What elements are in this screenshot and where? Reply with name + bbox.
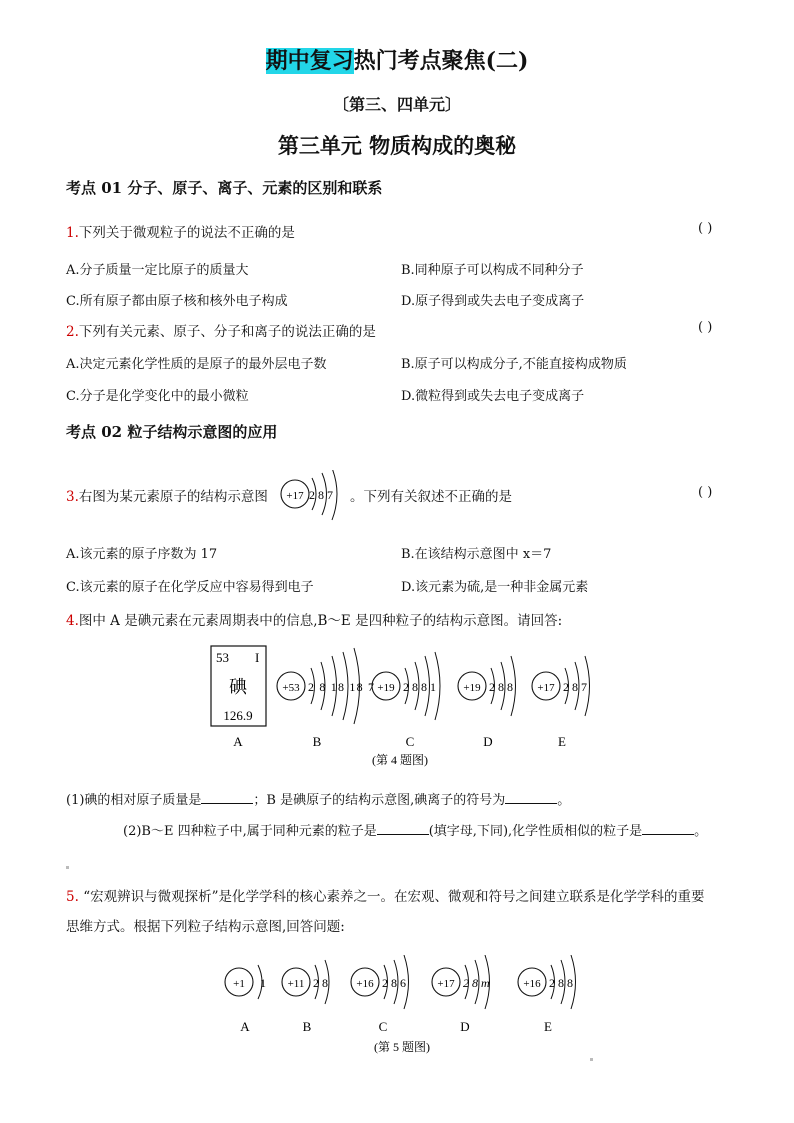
question-4-part-1 xyxy=(66,789,570,808)
question-3-tail: 。下列有关叙述不正确的是 xyxy=(350,489,512,505)
question-5-line-2: 思维方式。根据下列粒子结构示意图,回答问题: xyxy=(66,919,345,935)
nucleus-charge: +17 xyxy=(437,978,455,990)
figure-label-a: A xyxy=(233,734,243,749)
option-b: B.同种原子可以构成不同种分子 xyxy=(401,263,584,278)
shell-electrons: 2 8 xyxy=(313,976,328,990)
part-text: (2)B～E 四种粒子中,属于同种元素的粒子是 xyxy=(123,824,377,839)
nucleus-charge: +16 xyxy=(523,978,541,990)
shell-electrons: 1 xyxy=(260,976,266,990)
question-5-figure xyxy=(215,955,595,1060)
nucleus-charge: +17 xyxy=(537,682,555,694)
question-2 xyxy=(66,320,376,340)
answer-bracket: ( ) xyxy=(698,485,713,500)
element-name: 碘 xyxy=(229,677,247,697)
question-text: 下列有关元素、原子、分子和离子的说法正确的是 xyxy=(78,324,376,340)
title-rest: 热门考点聚焦(二) xyxy=(353,48,529,74)
part-text: (填字母,下同),化学性质相似的粒子是 xyxy=(428,824,643,839)
shell-electrons: 2 8 6 xyxy=(382,976,406,990)
figure-label-c: C xyxy=(378,1019,388,1034)
answer-blank[interactable] xyxy=(377,822,429,835)
nucleus-charge: +11 xyxy=(287,978,305,990)
shell-electrons: 2 8 7 xyxy=(563,680,587,694)
scan-speck xyxy=(590,1058,593,1061)
part-text: ；B 是碘原子的结构示意图,碘离子的符号为 xyxy=(253,793,506,808)
question-4 xyxy=(66,609,562,629)
answer-blank[interactable] xyxy=(642,822,694,835)
figure-label-c: C xyxy=(405,734,415,749)
question-text: 图中 A 是碘元素在元素周期表中的信息,B～E 是四种粒子的结构示意图。请回答: xyxy=(78,613,563,629)
shell-electrons: 2 8 8 xyxy=(549,976,573,990)
figure-label-d: D xyxy=(460,1019,470,1034)
option-c: C.所有原子都由原子核和核外电子构成 xyxy=(66,294,288,309)
answer-bracket: ( ) xyxy=(698,320,713,335)
option-a: A.分子质量一定比原子的质量大 xyxy=(66,263,249,278)
question-text: 下列关于微观粒子的说法不正确的是 xyxy=(78,225,295,241)
figure-label-a: A xyxy=(240,1019,250,1034)
figure-label-b: B xyxy=(302,1019,312,1034)
title-highlight: 期中复习 xyxy=(265,48,354,74)
question-4-figure xyxy=(200,640,620,770)
nucleus-charge: +1 xyxy=(233,978,245,990)
question-text: “宏观辨识与微观探析”是化学学科的核心素养之一。在宏观、微观和符号之间建立联系是化学学科的重要 xyxy=(83,889,705,905)
page-subtitle: 〔第三、四单元〕 xyxy=(332,95,461,114)
option-c: C.分子是化学变化中的最小微粒 xyxy=(66,389,249,404)
option-a: A.决定元素化学性质的是原子的最外层电子数 xyxy=(66,357,327,372)
question-3 xyxy=(66,485,268,505)
option-a: A.该元素的原子序数为 17 xyxy=(66,547,218,562)
question-number: 4. xyxy=(66,613,79,629)
part-text: (1)碘的相对原子质量是 xyxy=(66,793,202,808)
option-b: B.在该结构示意图中 x＝7 xyxy=(401,547,552,562)
element-number: 53 xyxy=(216,650,229,665)
element-mass: 126.9 xyxy=(223,708,253,723)
figure-label-e: E xyxy=(558,734,566,749)
unit-heading: 第三单元 物质构成的奥秘 xyxy=(277,133,517,158)
option-b: B.原子可以构成分子,不能直接构成物质 xyxy=(401,357,627,372)
question-number: 5. xyxy=(66,889,79,905)
question-4-part-2 xyxy=(123,820,707,839)
answer-blank[interactable] xyxy=(201,791,253,804)
option-c: C.该元素的原子在化学反应中容易得到电子 xyxy=(66,580,314,595)
answer-blank[interactable] xyxy=(505,791,557,804)
nucleus-charge: +53 xyxy=(282,682,300,694)
nucleus-charge: +19 xyxy=(463,682,481,694)
section-heading-2: 考点 02 粒子结构示意图的应用 xyxy=(66,423,278,441)
part-text: 。 xyxy=(557,793,571,808)
shell-electrons: 2 8 18 18 7 xyxy=(308,680,374,694)
question-number: 3. xyxy=(66,489,79,505)
scan-speck xyxy=(66,866,69,869)
option-d: D.微粒得到或失去电子变成离子 xyxy=(401,389,585,404)
shell-electrons: 2 8 8 xyxy=(489,680,513,694)
figure-caption: (第 4 题图) xyxy=(372,753,428,767)
option-d: D.该元素为硫,是一种非金属元素 xyxy=(401,580,589,595)
part-text: 。 xyxy=(694,824,708,839)
nucleus-charge: +17 xyxy=(286,490,304,502)
figure-label-d: D xyxy=(483,734,493,749)
element-symbol: I xyxy=(255,650,260,665)
answer-bracket: ( ) xyxy=(698,221,713,236)
question-number: 2. xyxy=(66,324,79,340)
atom-diagram-q3 xyxy=(278,470,358,526)
figure-caption: (第 5 题图) xyxy=(374,1040,430,1054)
question-number: 1. xyxy=(66,225,79,241)
question-text-before: 右图为某元素原子的结构示意图 xyxy=(78,489,268,505)
section-heading-1: 考点 01 分子、原子、离子、元素的区别和联系 xyxy=(66,179,383,197)
shell-electrons: 2 8 7 xyxy=(309,488,333,502)
shell-electrons: 2 8 8 1 xyxy=(403,680,436,694)
question-1 xyxy=(66,221,295,241)
shell-electrons: 2 8 m xyxy=(463,976,490,990)
nucleus-charge: +16 xyxy=(356,978,374,990)
figure-label-e: E xyxy=(544,1019,552,1034)
question-5 xyxy=(66,885,705,905)
option-d: D.原子得到或失去电子变成离子 xyxy=(401,294,585,309)
page-title xyxy=(0,44,794,75)
figure-label-b: B xyxy=(312,734,322,749)
nucleus-charge: +19 xyxy=(377,682,395,694)
